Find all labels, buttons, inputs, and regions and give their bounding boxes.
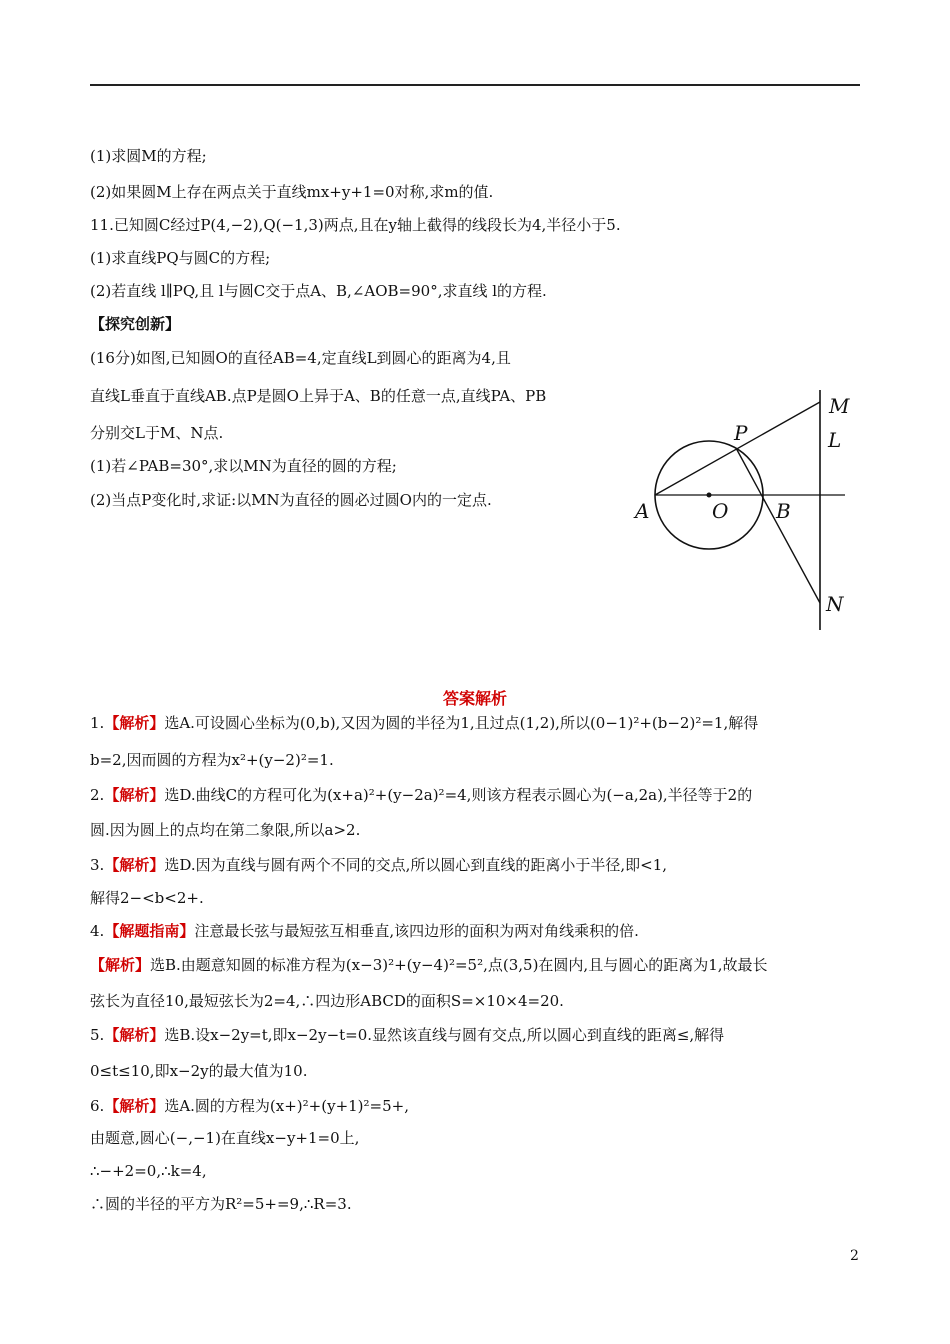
answer-text: 选B.设x−2y=t,即x−2y−t=0.显然该直线与圆有交点,所以圆心到直线的距离≤,解得 <box>164 1026 725 1044</box>
answer-line <box>90 921 639 941</box>
answer-line <box>90 855 667 875</box>
answer-line <box>90 713 758 733</box>
problem-line: (2)若直线 l∥PQ,且 l与圆C交于点A、B,∠AOB=90°,求直线 l的方程. <box>90 282 547 300</box>
answer-line: 0≤t≤10,即x−2y的最大值为10. <box>90 1062 308 1080</box>
line-am <box>655 402 820 495</box>
answer-line: ∴−+2=0,∴k=4, <box>90 1162 207 1180</box>
label-l: L <box>828 428 842 452</box>
geometry-figure <box>630 385 860 635</box>
problem-line: (1)求圆M的方程; <box>90 147 207 165</box>
answer-number: 3. <box>90 856 105 874</box>
guide-tag: 【解题指南】 <box>104 922 195 940</box>
label-n: N <box>826 592 844 616</box>
analysis-tag: 【解析】 <box>104 1026 165 1044</box>
answer-text: 选A.圆的方程为(x+)²+(y+1)²=5+, <box>164 1097 409 1115</box>
answer-number: 5. <box>90 1026 105 1044</box>
answer-line: ∴圆的半径的平方为R²=5+=9,∴R=3. <box>90 1195 352 1213</box>
analysis-tag: 【解析】 <box>104 714 165 732</box>
problem-line: 直线L垂直于直线AB.点P是圆O上异于A、B的任意一点,直线PA、PB <box>90 387 547 405</box>
answers-title: 答案解析 <box>442 689 507 708</box>
line-pn <box>736 448 820 603</box>
problem-line: (2)当点P变化时,求证:以MN为直径的圆必过圆O内的一定点. <box>90 491 492 509</box>
label-b: B <box>776 499 791 523</box>
center-point <box>707 493 712 498</box>
answer-line: 圆.因为圆上的点均在第二象限,所以a>2. <box>90 821 361 839</box>
label-o: O <box>712 499 729 523</box>
label-p: P <box>734 421 748 445</box>
problem-line: (1)若∠PAB=30°,求以MN为直径的圆的方程; <box>90 457 397 475</box>
analysis-tag: 【解析】 <box>104 786 165 804</box>
answer-line <box>90 1096 409 1116</box>
answer-number: 2. <box>90 786 105 804</box>
answer-line <box>90 955 768 975</box>
answer-line <box>90 1025 724 1045</box>
answer-number: 1. <box>90 714 105 732</box>
problem-line: 11.已知圆C经过P(4,−2),Q(−1,3)两点,且在y轴上截得的线段长为4,半径小于5. <box>90 216 621 234</box>
problem-line: 分别交L于M、N点. <box>90 424 224 442</box>
answer-line: b=2,因而圆的方程为x²+(y−2)²=1. <box>90 751 334 769</box>
header-rule <box>90 84 860 86</box>
answer-text: 选A.可设圆心坐标为(0,b),又因为圆的半径为1,且过点(1,2),所以(0−1)²+(b−2)²=1,解得 <box>164 714 759 732</box>
answer-number: 6. <box>90 1097 105 1115</box>
problem-line: (2)如果圆M上存在两点关于直线mx+y+1=0对称,求m的值. <box>90 183 494 201</box>
analysis-tag: 【解析】 <box>104 1097 165 1115</box>
label-m: M <box>829 394 850 418</box>
answer-text: 选D.曲线C的方程可化为(x+a)²+(y−2a)²=4,则该方程表示圆心为(−a,2a),半径等于2的 <box>164 786 753 804</box>
problem-line: (1)求直线PQ与圆C的方程; <box>90 249 271 267</box>
answer-line: 解得2−<b<2+. <box>90 889 204 907</box>
answer-text: 选B.由题意知圆的标准方程为(x−3)²+(y−4)²=5²,点(3,5)在圆内,且与圆心的距离为1,故最长 <box>150 956 768 974</box>
answer-text: 选D.因为直线与圆有两个不同的交点,所以圆心到直线的距离小于半径,即<1, <box>164 856 668 874</box>
problem-line: (16分)如图,已知圆O的直径AB=4,定直线L到圆心的距离为4,且 <box>90 349 511 367</box>
label-a: A <box>635 499 650 523</box>
analysis-tag: 【解析】 <box>104 856 165 874</box>
section-heading: 【探究创新】 <box>90 315 181 333</box>
answer-text: 注意最长弦与最短弦互相垂直,该四边形的面积为两对角线乘积的倍. <box>194 922 639 940</box>
answer-number: 4. <box>90 922 105 940</box>
answer-line <box>90 785 752 805</box>
answer-line: 弦长为直径10,最短弦长为2=4,∴四边形ABCD的面积S=×10×4=20. <box>90 992 564 1010</box>
page-number: 2 <box>850 1248 859 1264</box>
answer-line: 由题意,圆心(−,−1)在直线x−y+1=0上, <box>90 1129 360 1147</box>
analysis-tag: 【解析】 <box>90 956 151 974</box>
